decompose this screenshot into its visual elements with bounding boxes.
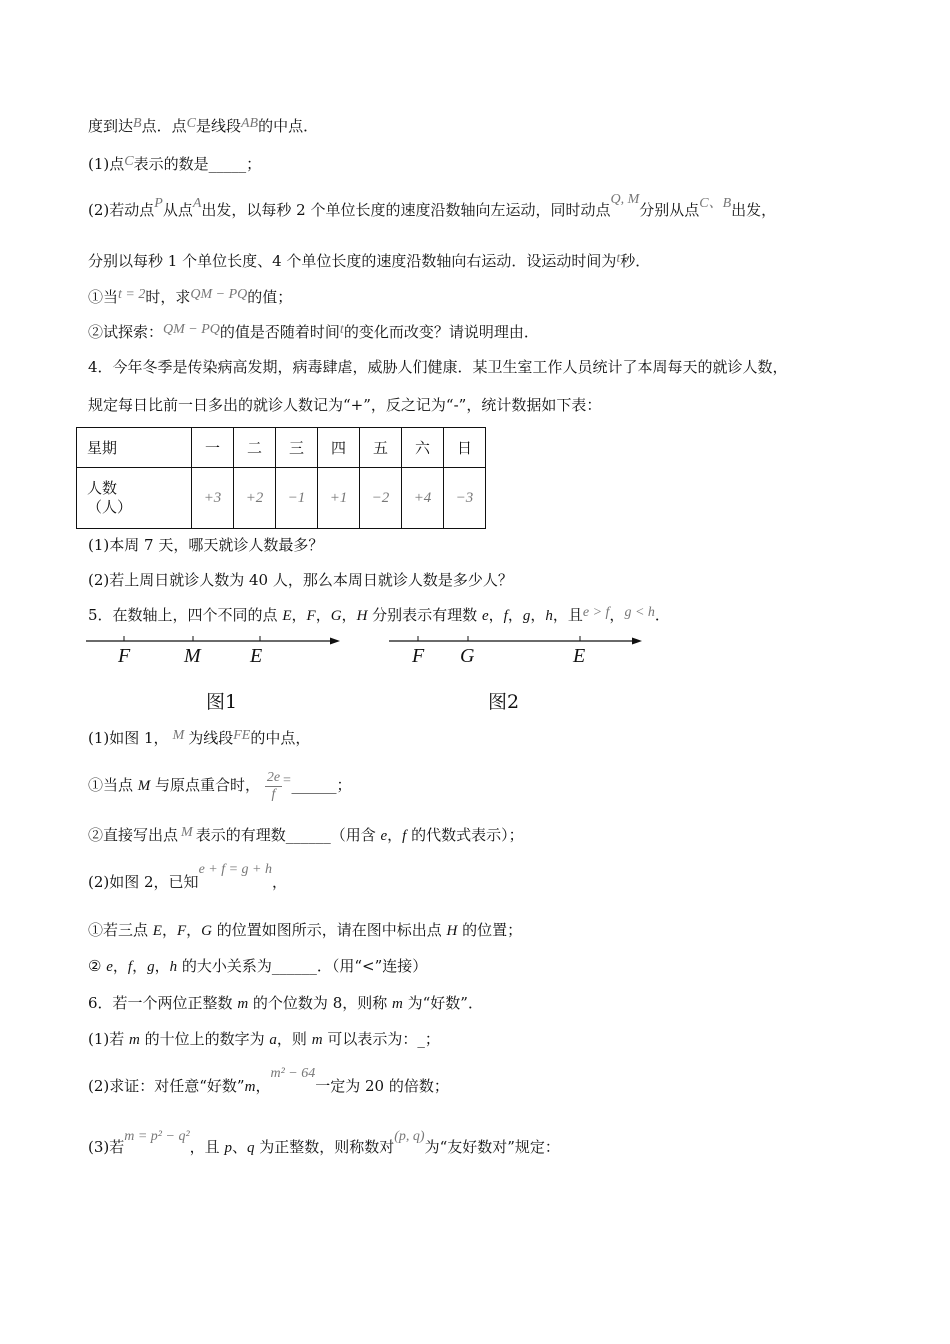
text: (2)若动点 — [88, 201, 155, 219]
text: 6．若一个两位正整数 — [88, 994, 238, 1012]
text: ． — [654, 606, 670, 624]
text: 是线段 — [195, 117, 241, 135]
text: 为“好数”． — [402, 994, 483, 1012]
text: ， — [488, 606, 504, 624]
math: m — [392, 996, 403, 1012]
problem-5-question-1-part-2 — [88, 825, 524, 847]
table-row — [77, 468, 486, 529]
text: ①当 — [88, 288, 119, 306]
text: 的值； — [247, 288, 293, 306]
math: E — [282, 608, 292, 624]
math: G — [330, 608, 342, 624]
problem-4-line-1: 4．今年冬季是传染病高发期，病毒肆虐，威胁人们健康．某卫生室工作人员统计了本周每天的就诊人数， — [88, 358, 788, 376]
text: 为“友好数对”规定： — [424, 1138, 560, 1156]
text: 的个位数为 8，则称 — [248, 994, 393, 1012]
table-cell: 五 — [360, 428, 402, 468]
fraction-denominator: f — [271, 786, 276, 802]
math: QM − PQ — [163, 322, 220, 337]
table-cell: −3 — [444, 468, 486, 529]
math: e > f — [582, 605, 610, 620]
math: t — [339, 322, 344, 337]
math: C — [186, 116, 196, 131]
text: (3)若 — [88, 1138, 125, 1156]
math: e — [481, 608, 489, 624]
math: m = p² − q² — [124, 1129, 190, 1144]
math: M — [172, 728, 185, 743]
math: m — [311, 1032, 323, 1048]
question-2-part-2 — [88, 322, 539, 344]
math: Q, M — [610, 192, 640, 207]
text: (2)如图 2，已知 — [88, 873, 199, 891]
table-cell: +4 — [402, 468, 444, 529]
text: 表示的数是_____； — [133, 155, 262, 173]
text: 的中点， — [250, 729, 311, 747]
math: C — [124, 154, 134, 169]
text: 可以表示为：_； — [322, 1030, 440, 1048]
table-cell: 四 — [318, 428, 360, 468]
text: 一定为 20 的倍数； — [315, 1077, 449, 1095]
text: ______； — [291, 776, 352, 794]
table-cell: +2 — [234, 468, 276, 529]
text: 分别表示有理数 — [367, 606, 482, 624]
math: FE — [233, 728, 251, 743]
problem-4-question-2: (2)若上周日就诊人数为 40 人，那么本周日就诊人数是多少人？ — [88, 571, 513, 589]
table-cell: 一 — [192, 428, 234, 468]
text: 的值是否随着时间 — [219, 323, 340, 341]
fig2-label-E: E — [573, 645, 586, 667]
text: 出发，以每秒 2 个单位长度的速度沿数轴向左运动，同时动点 — [201, 201, 611, 219]
problem-5-question-2 — [88, 862, 288, 894]
math: QM − PQ — [190, 287, 248, 302]
question-2-line-2 — [88, 251, 650, 273]
text: ， — [507, 606, 523, 624]
text: ②试探索： — [88, 323, 164, 341]
fraction-numerator: 2e — [266, 769, 281, 785]
table-cell: 日 — [444, 428, 486, 468]
text: ，且 — [189, 1138, 225, 1156]
math: F — [176, 923, 187, 939]
problem-6-stem — [88, 993, 483, 1014]
math: e + f = g + h — [198, 862, 273, 877]
table-cell: −1 — [276, 468, 318, 529]
math: H — [356, 608, 368, 624]
row-label-line-1: 人数 — [87, 479, 118, 497]
text: 、 — [231, 1138, 247, 1156]
math: t = 2 — [118, 287, 146, 302]
text: ， — [161, 921, 177, 939]
text: (1)若 — [88, 1030, 130, 1048]
fig1-label-F: F — [118, 645, 131, 667]
text: ， — [272, 873, 288, 891]
question-2-part-1 — [88, 287, 292, 309]
math: C、B — [699, 196, 732, 211]
table-cell: 六 — [402, 428, 444, 468]
math: h — [545, 608, 553, 624]
problem-5-question-2-part-2 — [88, 956, 427, 977]
math: g — [147, 959, 155, 975]
problem-4-question-1: (1)本周 7 天，哪天就诊人数最多？ — [88, 536, 324, 554]
data-table — [76, 427, 486, 529]
text: 秒． — [620, 252, 651, 270]
math: f — [503, 608, 508, 624]
text: 从点 — [162, 201, 193, 219]
problem-5-stem — [88, 605, 670, 627]
text: ②直接写出点 — [88, 826, 179, 844]
table-row-label — [77, 468, 192, 529]
table-cell: −2 — [360, 468, 402, 529]
math: (p, q) — [394, 1129, 425, 1144]
text: ， — [112, 957, 128, 975]
problem-4-line-2: 规定每日比前一日多出的就诊人数记为“+”，反之记为“-”，统计数据如下表： — [88, 396, 602, 414]
text: ， — [255, 1077, 271, 1095]
text: 的代数式表示）； — [406, 826, 524, 844]
math: M — [137, 778, 151, 794]
text: ，且 — [552, 606, 583, 624]
math: B — [133, 116, 142, 131]
text: 为线段 — [188, 729, 234, 747]
text: 分别以每秒 1 个单位长度、4 个单位长度的速度沿数轴向右运动．设运动时间为 — [88, 252, 617, 270]
text: 的位置； — [457, 921, 523, 939]
math: = — [282, 773, 292, 788]
text: ，则 — [276, 1030, 312, 1048]
text: 为正整数，则称数对 — [254, 1138, 395, 1156]
text: 点．点 — [141, 117, 187, 135]
text: (1)点 — [88, 155, 125, 173]
row-label-line-2: （人） — [87, 498, 133, 516]
text: ， — [186, 921, 202, 939]
text: 的位置如图所示，请在图中标出点 — [212, 921, 447, 939]
math: m — [129, 1032, 140, 1048]
text: ， — [609, 606, 625, 624]
math: G — [201, 923, 212, 939]
math: E — [152, 923, 162, 939]
text: (1)如图 1， — [88, 729, 169, 747]
math: m — [237, 996, 249, 1012]
text: 的大小关系为______．（用“<”连接） — [177, 957, 428, 975]
text: ， — [154, 957, 170, 975]
math: f — [127, 959, 133, 975]
table-cell: +3 — [192, 468, 234, 529]
math: p — [224, 1140, 232, 1156]
math: q — [246, 1140, 255, 1156]
math: F — [306, 608, 316, 624]
text-line — [88, 116, 318, 138]
text: 分别从点 — [639, 201, 700, 219]
math: H — [446, 923, 458, 939]
text: ② — [88, 957, 107, 975]
figure-2-caption: 图2 — [488, 691, 520, 713]
text: ①当点 — [88, 776, 138, 794]
table-cell: 二 — [234, 428, 276, 468]
table-cell: +1 — [318, 468, 360, 529]
question-2 — [88, 192, 777, 222]
fig1-label-E: E — [250, 645, 263, 667]
text: 表示的有理数______（用含 — [195, 826, 381, 844]
math: A — [192, 196, 202, 211]
text: 的十位上的数字为 — [139, 1030, 270, 1048]
fraction — [265, 770, 282, 803]
math: e — [106, 959, 113, 975]
arrow-head-1 — [330, 638, 340, 645]
problem-6-question-2 — [88, 1066, 449, 1098]
problem-6-question-3 — [88, 1129, 560, 1159]
question-1 — [88, 154, 261, 176]
math: m — [244, 1079, 256, 1095]
text: ， — [132, 957, 148, 975]
text: 的中点． — [258, 117, 319, 135]
problem-6-question-1 — [88, 1029, 440, 1050]
table-cell: 三 — [276, 428, 318, 468]
table-cell: 星期 — [77, 428, 192, 468]
problem-5-question-2-part-1 — [88, 920, 522, 941]
arrow-head-2 — [632, 638, 642, 645]
text: (2)求证：对任意“好数” — [88, 1077, 245, 1095]
table-header-row — [77, 428, 486, 468]
problem-5-question-1-part-1 — [88, 767, 352, 805]
math: g < h — [624, 605, 655, 620]
text: ， — [315, 606, 331, 624]
math: AB — [240, 116, 259, 131]
text: ， — [530, 606, 546, 624]
text: 时，求 — [145, 288, 191, 306]
number-lines — [0, 630, 950, 670]
math: t — [616, 251, 621, 266]
math: a — [269, 1032, 277, 1048]
math: M — [181, 825, 193, 840]
math: g — [522, 608, 531, 624]
text: ①若三点 — [88, 921, 153, 939]
text: ， — [291, 606, 307, 624]
text: ， — [341, 606, 357, 624]
fig2-label-G: G — [460, 645, 475, 667]
text: 5．在数轴上，四个不同的点 — [88, 606, 283, 624]
text: 与原点重合时， — [150, 776, 261, 794]
math: m² − 64 — [270, 1066, 316, 1081]
text: ， — [387, 826, 403, 844]
text: 的变化而改变？请说明理由． — [343, 323, 539, 341]
fig2-label-F: F — [412, 645, 425, 667]
fig1-label-M: M — [184, 645, 201, 667]
text: 出发， — [731, 201, 777, 219]
text: 度到达 — [88, 117, 134, 135]
math: h — [169, 959, 178, 975]
problem-5-question-1 — [88, 728, 310, 750]
math: P — [154, 196, 163, 211]
math: f — [402, 828, 407, 844]
figure-1-caption: 图1 — [206, 691, 238, 713]
math: e — [380, 828, 388, 844]
